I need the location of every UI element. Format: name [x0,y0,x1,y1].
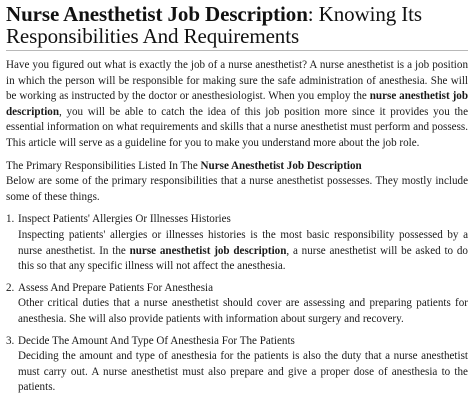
list-item-description [6,349,468,396]
list-item-title [6,334,468,350]
article-title-rest: : Knowing Its Responsibilities And Requirements [6,2,422,48]
list-item-title [6,281,468,297]
section-intro: Below are some of the primary responsibilities that a nurse anesthetist possesses. They mostly include some of these things. [6,175,468,203]
article-body [6,58,468,396]
list-item-text-start: Other critical duties that a nurse anesthetist should cover are assessing and preparing patients for anesthesia. She will also provide patients with information about surgery and recovery. [18,297,468,325]
list-item-number: 2. [6,281,15,294]
intro-paragraph [6,58,468,152]
list-item-description [6,296,468,327]
responsibilities-list [6,212,468,396]
list-item-description [6,228,468,275]
list-item [6,281,468,328]
list-item-number: 3. [6,334,15,347]
list-item-text-end: , a nurse anesthetist will be asked to do this so that any specific illness will not affect the anesthesia. [18,244,468,273]
intro-text-end: , you will be able to catch the idea of this job position more since it provides you the essential information on what requirements and skills that a nurse anesthetist must perform and possess. This article will serve as a guideline for you to make you understand more about the job role. [6,105,468,149]
section-heading-plain: The Primary Responsibilities Listed In The [6,159,201,172]
list-item-title-text: Assess And Prepare Patients For Anesthesia [18,281,214,294]
list-item-text-start: Deciding the amount and type of anesthesia for the patients is also the duty that a nurse anesthetist must carry out. A nurse anesthetist must also prepare and give a proper dose of anesthesia to the patients. [18,350,468,394]
intro-keyword: nurse anesthetist job description [6,90,468,118]
list-item-title-text: Inspect Patients' Allergies Or Illnesses Histories [18,213,231,226]
list-item [6,334,468,396]
list-item-title [6,212,468,228]
article-title-bold: Nurse Anesthetist Job Description [6,2,308,26]
intro-text-start: Have you figured out what is exactly the job of a nurse anesthetist? A nurse anesthetist is a job position in which the person will be responsible for making sure the safe administration of anesthesia. She will be working as instructed by the doctor or anesthesiologist. When you employ the [6,59,468,103]
list-item-number: 1. [6,213,15,226]
list-item-text-start: Inspecting patients' allergies or illnesses histories is the most basic responsibility possessed by a nurse anesthetist. In the [18,228,468,257]
title-divider [6,50,468,51]
list-item [6,212,468,274]
section-heading [6,159,468,175]
article-title [6,3,468,47]
list-item-keyword: nurse anesthetist job description [129,244,287,257]
section-heading-bold: Nurse Anesthetist Job Description [200,159,362,172]
list-item-title-text: Decide The Amount And Type Of Anesthesia For The Patients [18,334,295,347]
